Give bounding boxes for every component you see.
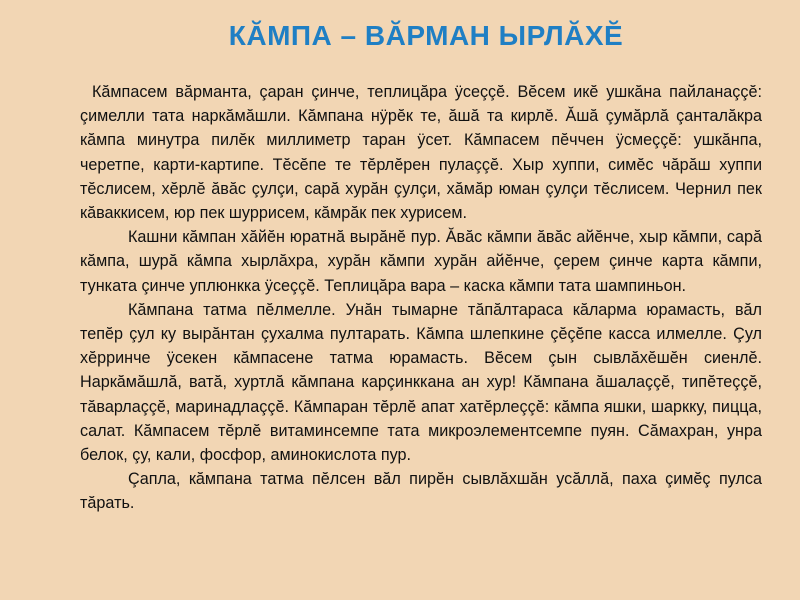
paragraph-3: Кăмпана татма пĕлмелле. Унăн тымарне тăпăлтараса кăларма юрамасть, вăл тепĕр çул ку вырăнтан çухалма пултарать. Кăмпа шлепкине çĕçĕпе касса илмелле. Çул хĕрринче ÿсекен кăмпасене татма юрамасть. Вĕсем çын сывлăхĕшĕн сиенлĕ. Наркăмăшлă, ватă, хуртлă кăмпана карçинккана ан хур! Кăмпана ăшалаççĕ, типĕтеççĕ, тăварлаççĕ, маринадлаççĕ. Кăмпаран тĕрлĕ апат хатĕрлеççĕ: кăмпа яшки, шаркку, пицца, салат. Кăмпасем тĕрлĕ витаминсемпе тата микроэлементсемпе пуян. Сăмахран, унра белок, çу, кали, фосфор, аминокислота пур. (80, 300, 762, 465)
text-body (80, 80, 762, 516)
paragraph-1: Кăмпасем вăрманта, çаран çинче, теплицăра ÿсеççĕ. Вĕсем икĕ ушкăна пайланаççĕ: çимелли тата наркăмăшли. Кăмпана нÿрĕк те, ăшă та кирлĕ. Ăшă çумăрлă çанталăкра кăмпа минутра пилĕк миллиметр таран ÿсет. Кăмпасем пĕччен ÿсмеççĕ: ушкăнпа, черетпе, карти-картипе. Тĕсĕпе те тĕрлĕрен пулаççĕ. Хыр хуппи, симĕс чăрăш хуппи тĕслисем, хĕрлĕ ăвăс çулçи, сарă хурăн çулçи, хăмăр юман çулçи тĕслисем. Чернил пек кăваккисем, юр пек шуррисем, кăмрăк пек хурисем. (80, 83, 762, 223)
paragraph-2: Кашни кăмпан хăйĕн юратнă вырăнĕ пур. Ăвăс кăмпи ăвăс айĕнче, хыр кăмпи, сарă кăмпа, шурă кăмпа хырлăхра, хурăн кăмпи хурăн айĕнче, çерем çинче карта кăмпи, тунката çинче уплюнкка ÿсеççĕ. Теплицăра вара – каска кăмпи тата шампиньон. (80, 228, 762, 295)
paragraph-4: Çапла, кăмпана татма пĕлсен вăл пирĕн сывлăхшăн усăллă, паха çимĕç пулса тăрать. (80, 470, 762, 513)
page-title: КĂМПА – ВĂРМАН ЫРЛĂХĔ (228, 20, 624, 51)
